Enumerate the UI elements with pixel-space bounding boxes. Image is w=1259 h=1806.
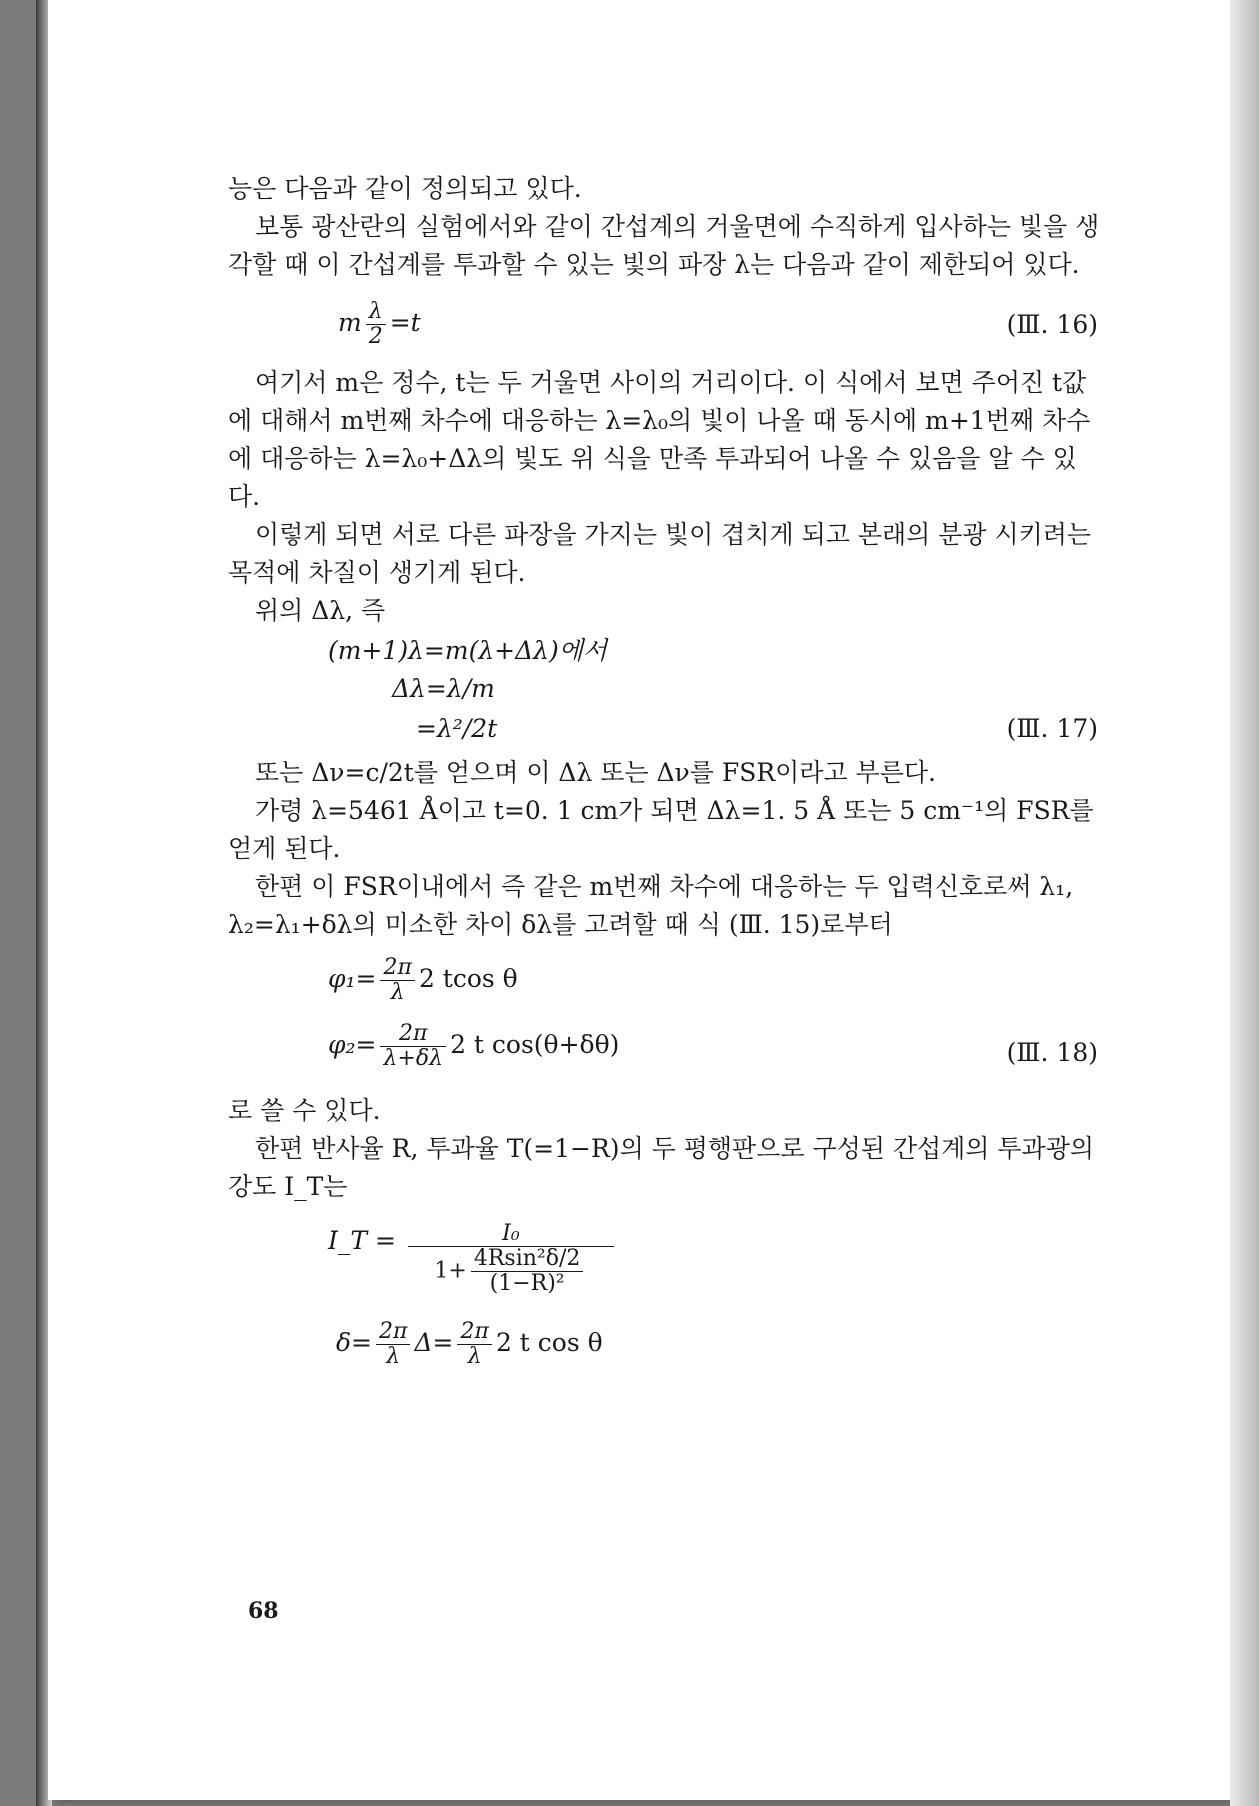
page-number: 68: [248, 1598, 279, 1624]
equation-III-17a: (m+1)λ=m(λ+Δλ)에서: [328, 636, 608, 665]
paragraph: 보통 광산란의 실험에서와 같이 간섭계의 거울면에 수직하게 입사하는 빛을 생각할 때 이 간섭계를 투과할 수 있는 빛의 파장 λ는 다음과 같이 제한되어 있다.: [228, 212, 1100, 279]
equation-III-16: [228, 290, 1108, 360]
equation-III-18a: φ₁= $\frac{2\pi}{\lambda}$ 2 tcos θ: [328, 955, 518, 1005]
eq-rhs: =t: [389, 308, 421, 337]
equation-number: (Ⅲ. 16): [1006, 310, 1098, 339]
equation-III-17c: =λ²/2t (Ⅲ. 17): [228, 710, 1108, 750]
paragraph: 로 쓸 수 있다.: [228, 1096, 381, 1125]
equation-III-17b: Δλ=λ/m: [392, 674, 495, 703]
paragraph: 한편 이 FSR이내에서 즉 같은 m번째 차수에 대응하는 두 입력신호로써 λ₁, λ₂=λ₁+δλ의 미소한 차이 δλ를 고려할 때 식 (Ⅲ. 15)로부터: [228, 872, 1074, 939]
paragraph: 가령 λ=5461 Å이고 t=0. 1 cm가 되면 Δλ=1. 5 Å 또는 5 cm⁻¹의 FSR를 얻게 된다.: [228, 796, 1094, 863]
paragraph: 능은 다음과 같이 정의되고 있다.: [228, 174, 582, 203]
equation-intensity: I_T = I₀ 1+ $\frac{\text{4Rsin²δ/2}}{\text{(1−R)²}}$: [228, 1212, 1108, 1312]
eq-denominator: 2: [368, 324, 383, 349]
equation-III-18b: φ₂= $\frac{2\pi}{\lambda+\delta\lambda}$ 2 t cos(θ+δθ) (Ⅲ. 18): [328, 1021, 1098, 1071]
equation-number: (Ⅲ. 17): [1006, 714, 1098, 743]
eq-numerator: λ: [366, 300, 386, 325]
equation-number: (Ⅲ. 18): [1006, 1038, 1098, 1067]
page-edge: [1230, 0, 1259, 1806]
page-body: [228, 170, 1108, 1382]
eq-symbol: m: [338, 308, 362, 337]
paragraph: 한편 반사율 R, 투과율 T(=1−R)의 두 평행판으로 구성된 간섭계의 투과광의 강도 I_T는: [228, 1134, 1094, 1201]
paragraph: 위의 Δλ, 즉: [255, 596, 386, 625]
paragraph: 이렇게 되면 서로 다른 파장을 가지는 빛이 겹치게 되고 본래의 분광 시키려는 목적에 차질이 생기게 된다.: [228, 520, 1092, 587]
paragraph: 여기서 m은 정수, t는 두 거울면 사이의 거리이다. 이 식에서 보면 주어진 t값에 대해서 m번째 차수에 대응하는 λ=λ₀의 빛이 나올 때 동시에 m+1번째 차수에 대응하는 λ=λ₀+Δλ의 빛도 위 식을 만족 투과되어 나올 수 있음을 알 수 있다.: [228, 368, 1091, 511]
paragraph: 또는 Δν=c/2t를 얻으며 이 Δλ 또는 Δν를 FSR이라고 부른다.: [255, 758, 936, 787]
equation-delta: δ= $\frac{2\pi}{\lambda}$ Δ= $\frac{2\pi}{\lambda}$ 2 t cos θ: [336, 1319, 603, 1369]
